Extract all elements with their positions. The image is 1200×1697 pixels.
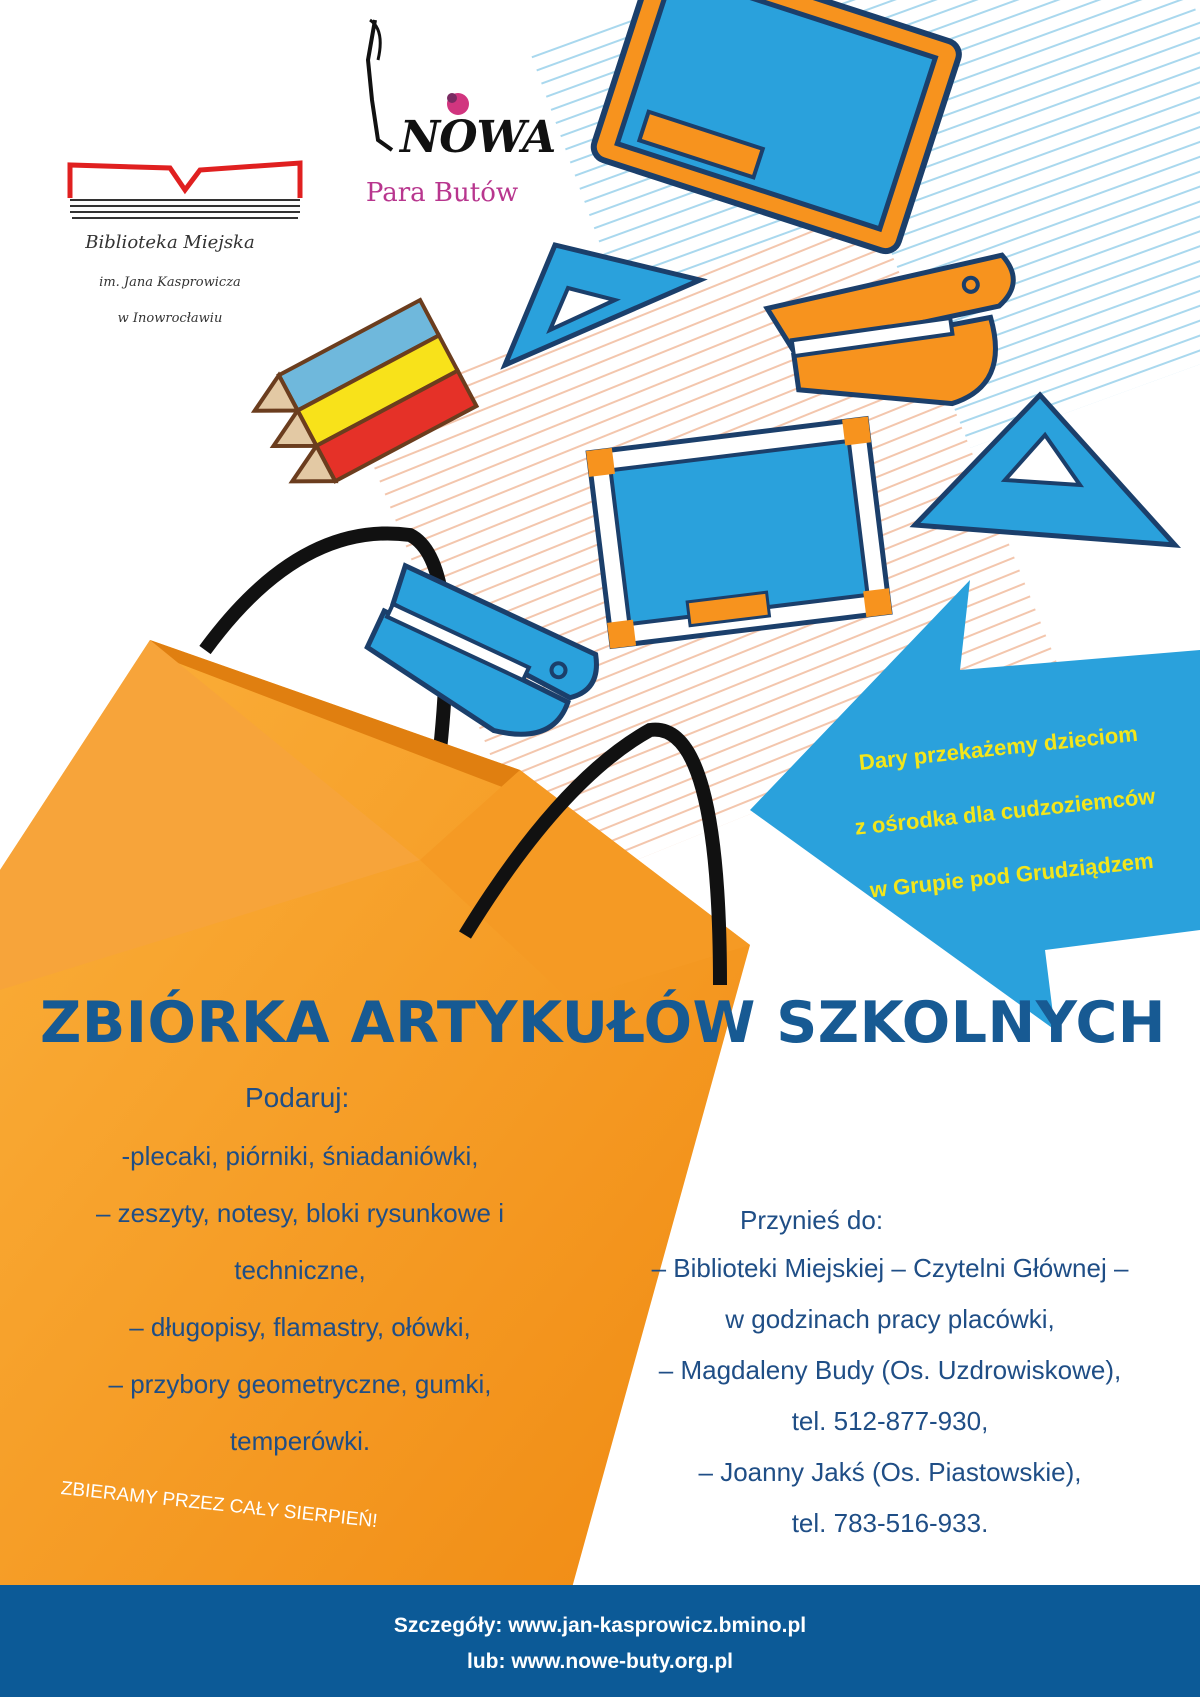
callout-line: w Grupie pod Grudziądzem xyxy=(868,847,1155,903)
slate-board-icon xyxy=(586,416,892,648)
drop-off-item: – Joanny Jakś (Os. Piastowskie), xyxy=(698,1457,1082,1487)
donate-heading: Podaruj: xyxy=(245,1082,350,1113)
footer-details-link: Szczegóły: www.jan-kasprowicz.bmino.pl xyxy=(393,1614,807,1637)
callout-line: Dary przekażemy dzieciom xyxy=(857,720,1139,775)
drop-off-heading: Przynieś do: xyxy=(740,1205,884,1235)
library-logo-name: Biblioteka Miejska xyxy=(85,232,255,253)
library-logo-subtitle-line: im. Jana Kasprowicza xyxy=(99,275,241,290)
donate-item: temperówki. xyxy=(229,1426,371,1456)
main-title: ZBIÓRKA ARTYKUŁÓW SZKOLNYCH xyxy=(40,990,1167,1056)
donate-item: – zeszyty, notesy, bloki rysunkowe i xyxy=(96,1198,504,1228)
drop-off-item: w godzinach pracy placówki, xyxy=(725,1304,1055,1334)
drop-off-item: – Magdaleny Budy (Os. Uzdrowiskowe), xyxy=(658,1355,1122,1385)
library-logo-subtitle xyxy=(0,256,340,346)
library-logo-subtitle-line: w Inowrocławiu xyxy=(117,311,223,326)
drop-off-item: – Biblioteki Miejskiej – Czytelni Głównej – xyxy=(651,1253,1129,1283)
footer-alt-link: lub: www.nowe-buty.org.pl xyxy=(467,1650,733,1673)
collection-period-note: ZBIERAMY PRZEZ CAŁY SIERPIEŃ! xyxy=(59,1478,379,1533)
callout-text xyxy=(794,680,1200,945)
drop-off-item: tel. 512-877-930, xyxy=(791,1406,989,1436)
footer-bar xyxy=(0,1585,1200,1697)
donate-item: -plecaki, piórniki, śniadaniówki, xyxy=(121,1141,479,1171)
donate-item: – długopisy, flamastry, ołówki, xyxy=(129,1312,471,1342)
donate-list xyxy=(40,1128,560,1470)
drop-off-item: tel. 783-516-933. xyxy=(791,1508,989,1538)
partner-logo-name: NOWA xyxy=(400,112,556,163)
drop-off-list xyxy=(590,1243,1190,1549)
callout-line: z ośrodka dla cudzoziemców xyxy=(853,783,1157,840)
donate-item: – przybory geometryczne, gumki, xyxy=(108,1369,492,1399)
donate-item: techniczne, xyxy=(234,1255,366,1285)
partner-logo-tagline: Para Butów xyxy=(365,178,519,208)
